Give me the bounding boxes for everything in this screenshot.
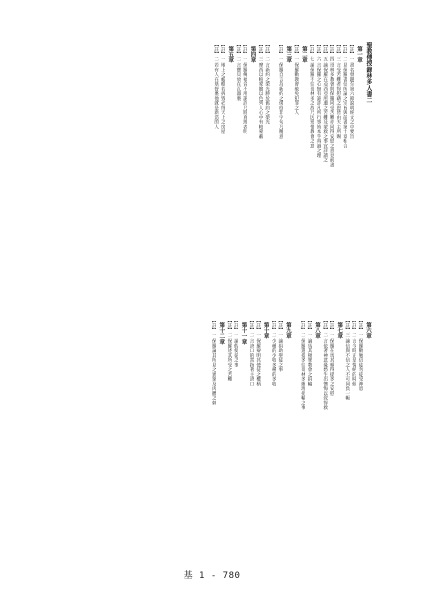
note-line: 【註】二 言依著神意憂愁生出懊悔以致得救 bbox=[322, 318, 328, 410]
note-line: 【註】一 地上之帳棚若拆毀必得天上之房屋 bbox=[220, 42, 226, 134]
note-line: 【註】二 言寶貝放在瓦器裏 bbox=[235, 42, 241, 101]
note-line: 【註】一 保羅辯明其使徒之權柄 bbox=[255, 318, 261, 387]
note-line: 【註】六 言保羅之心無有詭詐凡所行事皆本乎真誠之理 bbox=[316, 42, 322, 158]
bottom-columns bbox=[52, 318, 372, 564]
note-line: 【註】二 若有人在基督裏他就是新造的人 bbox=[213, 42, 219, 130]
note-line: 【註】一 論假使徒之事 bbox=[233, 318, 239, 368]
chapter-heading: 第五章 bbox=[227, 46, 234, 63]
chapter-heading: 第八章 bbox=[314, 322, 321, 339]
note-line: 【註】二 少種的少收多種的多收 bbox=[271, 318, 277, 387]
chapter-heading: 第十二章 bbox=[218, 322, 225, 345]
chapter-heading: 第十章 bbox=[262, 322, 269, 339]
note-line: 【註】二 保羅遣提多往哥林多辦理捐輸之事 bbox=[300, 318, 306, 410]
note-line: 【註】一 論馬其頓眾教會之捐輸 bbox=[307, 318, 313, 387]
note-line: 【註】一 保羅自言為新約之僕役非字句乃精意 bbox=[278, 42, 284, 139]
note-line: 【註】一 保羅傳福音不用詭詐乃將真理表明 bbox=[242, 42, 248, 134]
chapter-heading: 第三章 bbox=[285, 46, 292, 63]
note-line: 【註】一 保羅勸勉信徒勿徒受神恩 bbox=[358, 318, 363, 391]
top-text-block bbox=[52, 42, 372, 342]
note-line: 【註】二 言新約之榮光勝於舊約之榮光 bbox=[264, 42, 270, 125]
note-line: 【註】一 書名發題至第六節說明經文之中要旨 bbox=[349, 42, 354, 139]
chapter-heading: 第十一章 bbox=[240, 322, 247, 345]
note-line: 【註】二 言誇口的當指著主誇口 bbox=[249, 318, 255, 387]
note-line: 【註】二 保羅述其所受之苦難 bbox=[226, 318, 232, 382]
note-line: 【註】一 保羅論其所見之異象及肉體之刺 bbox=[211, 318, 217, 406]
note-line: 【註】三 摩西以帕蒙臉以色列人心中有帕蒙蔽 bbox=[258, 42, 264, 139]
page-number: 基 1 - 780 bbox=[183, 571, 241, 581]
chapter-heading: 第四章 bbox=[249, 46, 256, 63]
note-line: 【註】七 論保羅不往哥林多之故乃因愛惜教會之意 bbox=[309, 42, 315, 149]
note-line: 【註】一 保羅在馬其頓得提多之安慰 bbox=[329, 318, 335, 396]
chapter-heading: 第二章 bbox=[300, 46, 307, 63]
note-line: 【註】二 見保羅書信所論之宗旨與前書第十章相合 bbox=[342, 42, 348, 149]
note-line: 【註】五 論保羅在亞西亞所遭之苦難及蒙救之事宜詳讀之 bbox=[322, 42, 328, 163]
note-line: 【註】三 論信與不信之人不可同負一軛 bbox=[344, 318, 350, 401]
note-line: 【註】二 言今時正是悅納的時候 bbox=[351, 318, 357, 387]
chapter-heading: 第六章 bbox=[365, 322, 371, 339]
chapter-heading: 第七章 bbox=[336, 322, 343, 339]
note-line: 【註】三 言受苦難者得慰藉之恩皆由天主所賜 bbox=[335, 42, 341, 139]
note-line: 【註】一 保羅勸教會赦免犯罪之人 bbox=[293, 42, 299, 115]
bottom-text-block bbox=[52, 318, 372, 564]
top-columns bbox=[52, 42, 372, 342]
note-line: 【註】一 論捐助聖徒之事 bbox=[277, 318, 283, 372]
chapter-heading: 第九章 bbox=[284, 322, 291, 339]
note-line: 【註】四 哥林多教會與保羅同受苦難亦同得安慰之意見前書 bbox=[329, 42, 335, 168]
chapter-heading: 第一章 bbox=[356, 46, 362, 63]
document-title: 聖教傳授錄林多人書二 bbox=[365, 42, 372, 104]
